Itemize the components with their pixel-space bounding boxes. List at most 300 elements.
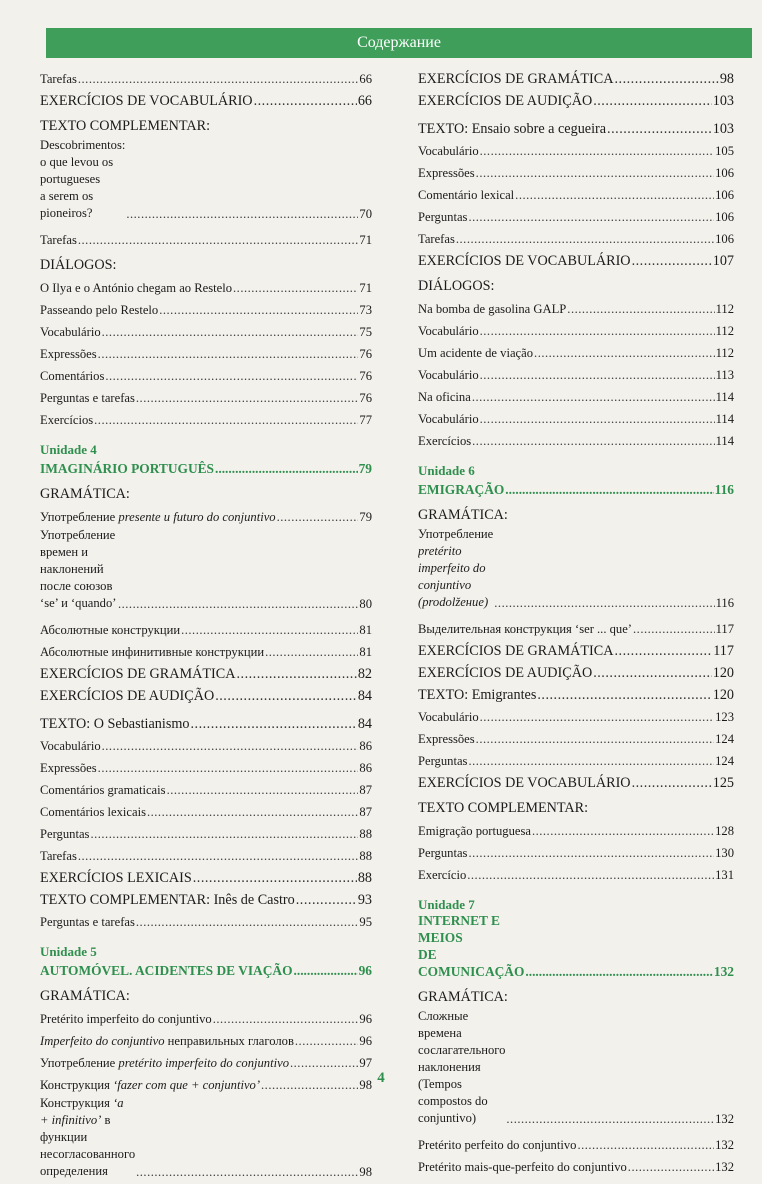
entry-page: 116	[715, 596, 734, 610]
entry-label: Perguntas	[418, 846, 468, 860]
dot-leader	[294, 962, 358, 979]
entry-page: 93	[357, 892, 372, 908]
dot-leader	[577, 1138, 714, 1153]
dot-leader	[215, 689, 357, 704]
entry-label: TEXTO: O Sebastianismo	[40, 716, 190, 732]
dot-leader	[506, 1112, 714, 1127]
entry-label: Perguntas	[418, 754, 468, 768]
entry-label: EXERCÍCIOS DE VOCABULÁRIO	[418, 775, 631, 791]
entry-page: 106	[715, 232, 734, 246]
toc-entry[interactable]	[40, 754, 372, 776]
unit-label: Unidade 5	[40, 944, 97, 959]
dot-leader	[296, 893, 357, 908]
toc-entry[interactable]	[40, 660, 372, 682]
dot-leader	[480, 412, 715, 427]
entry-page: 103	[712, 121, 734, 137]
toc-right-column	[418, 65, 734, 1175]
dot-leader	[480, 368, 715, 383]
entry-page: 87	[359, 805, 372, 819]
entry-page: 81	[359, 623, 372, 637]
toc-entry[interactable]	[418, 295, 734, 317]
dot-leader	[593, 666, 712, 681]
entry-page: 132	[715, 1112, 734, 1126]
toc-entry[interactable]	[40, 65, 372, 87]
section-heading: GRAMÁTICA:	[418, 989, 508, 1005]
entry-page: 120	[712, 687, 734, 703]
entry-label-prefix: Конструкция	[40, 1096, 114, 1110]
entry-page: 76	[359, 347, 372, 361]
unit-title	[418, 912, 524, 980]
dot-leader	[480, 324, 715, 339]
dot-leader	[236, 667, 356, 682]
entry-label: Tarefas	[40, 72, 77, 86]
toc-entry[interactable]	[40, 362, 372, 384]
dot-leader	[534, 346, 715, 361]
entry-label: TEXTO: Emigrantes	[418, 687, 537, 703]
toc-entry[interactable]	[418, 115, 734, 137]
entry-page: 88	[359, 827, 372, 841]
entry-label: Vocabulário	[418, 710, 479, 724]
dot-leader	[632, 776, 712, 791]
toc-entry[interactable]	[418, 339, 734, 361]
toc-entry[interactable]	[418, 769, 734, 791]
entry-page: 123	[715, 710, 734, 724]
entry-page: 128	[715, 824, 734, 838]
toc-entry[interactable]	[418, 181, 734, 203]
entry-page: 98	[359, 1078, 372, 1092]
entry-page: 79	[359, 510, 372, 524]
entry-label-line	[40, 1095, 135, 1146]
toc-entry[interactable]	[40, 820, 372, 842]
entry-label-prefix: Употребление	[40, 510, 119, 524]
entry-label-line: Descobrimentos: o que levou os portugueses	[40, 138, 126, 186]
dot-leader	[147, 805, 358, 820]
toc-entry[interactable]	[40, 340, 372, 362]
entry-page: 96	[358, 963, 372, 978]
toc-entry[interactable]	[40, 798, 372, 820]
toc-entry[interactable]	[40, 710, 372, 732]
entry-page: 70	[359, 207, 372, 221]
entry-label-line: Сложные времена сослагательного	[418, 1009, 506, 1057]
entry-label: Passeando pelo Restelo	[40, 303, 159, 317]
contents-title: Содержание	[357, 34, 441, 51]
dot-leader	[94, 413, 358, 428]
entry-label: Expressões	[418, 732, 475, 746]
toc-entry[interactable]	[40, 776, 372, 798]
entry-page: 124	[715, 732, 734, 746]
entry-label: Vocabulário	[40, 325, 101, 339]
entry-label: EXERCÍCIOS DE AUDIÇÃO	[418, 93, 593, 109]
toc-entry[interactable]	[418, 317, 734, 339]
toc-entry[interactable]	[418, 1006, 734, 1131]
dot-leader	[567, 302, 714, 317]
page-number: 4	[377, 1070, 385, 1086]
toc-entry[interactable]	[40, 682, 372, 704]
toc-entry[interactable]	[40, 1093, 372, 1184]
entry-label: TEXTO COMPLEMENTAR: Inês de Castro	[40, 892, 295, 908]
dot-leader	[118, 597, 358, 612]
dot-leader	[468, 846, 714, 861]
entry-label-italic: ‘a + infinitivo’	[40, 1096, 124, 1127]
toc-entry[interactable]	[418, 87, 734, 109]
unit-label: Unidade 7	[418, 897, 475, 912]
toc-entry[interactable]	[40, 908, 372, 930]
entry-page: 86	[359, 761, 372, 775]
toc-entry[interactable]	[40, 638, 372, 660]
dot-leader	[476, 166, 714, 181]
entry-label: EXERCÍCIOS DE GRAMÁTICA	[40, 666, 236, 682]
toc-entry[interactable]	[40, 842, 372, 864]
unit-title-entry[interactable]	[40, 959, 372, 979]
entry-page: 132	[715, 1160, 734, 1174]
entry-label: Expressões	[40, 347, 97, 361]
toc-entry[interactable]	[418, 659, 734, 681]
dot-leader	[614, 644, 712, 659]
toc-entry[interactable]	[418, 383, 734, 405]
section-heading: GRAMÁTICA:	[40, 988, 130, 1004]
dot-leader	[78, 849, 359, 864]
entry-page: 107	[712, 253, 734, 269]
toc-entry[interactable]	[418, 839, 734, 861]
entry-label-line: наклонения (Tempos compostos do conjuntivo)	[418, 1060, 488, 1125]
entry-page: 106	[715, 210, 734, 224]
dot-leader	[265, 645, 358, 660]
dot-leader	[525, 963, 713, 980]
toc-entry[interactable]	[40, 864, 372, 886]
entry-page: 106	[715, 166, 734, 180]
entry-label: Comentário lexical	[418, 188, 515, 202]
entry-label: Pretérito mais-que-perfeito do conjuntivo	[418, 1160, 627, 1174]
entry-label: TEXTO: Ensaio sobre a cegueira	[418, 121, 607, 137]
entry-label: Exercícios	[418, 434, 472, 448]
toc-entry[interactable]	[40, 318, 372, 340]
entry-page: 87	[359, 783, 372, 797]
dot-leader	[233, 281, 358, 296]
entry-label: Абсолютные конструкции	[40, 623, 181, 637]
entry-page: 71	[359, 233, 372, 247]
toc-entry[interactable]	[418, 524, 734, 615]
dot-leader	[102, 739, 359, 754]
entry-page: 84	[357, 716, 372, 732]
dot-leader	[480, 144, 714, 159]
entry-label-line: a serem os pioneiros?	[40, 189, 94, 220]
dot-leader	[98, 761, 359, 776]
toc-entry[interactable]	[418, 637, 734, 659]
toc-entry[interactable]	[418, 159, 734, 181]
toc-entry[interactable]	[418, 137, 734, 159]
dot-leader	[126, 207, 358, 222]
entry-label: Выделительная конструкция ‘ser ... que’	[418, 622, 633, 636]
toc-entry[interactable]	[418, 225, 734, 247]
entry-page: 82	[357, 666, 372, 682]
entry-label: Na bomba de gasolina GALP	[418, 302, 567, 316]
entry-page: 114	[715, 434, 734, 448]
toc-entry[interactable]	[418, 615, 734, 637]
entry-page: 117	[713, 643, 734, 659]
toc-entry[interactable]	[418, 747, 734, 769]
entry-label: Perguntas	[418, 210, 468, 224]
entry-label: Expressões	[418, 166, 475, 180]
entry-label: Vocabulário	[418, 144, 479, 158]
entry-page: 71	[359, 281, 372, 295]
toc-entry[interactable]	[40, 274, 372, 296]
dot-leader	[476, 732, 714, 747]
dot-leader	[136, 391, 359, 406]
entry-label: Na oficina	[418, 390, 471, 404]
section-heading: DIÁLOGOS:	[418, 278, 495, 294]
toc-entry[interactable]	[418, 361, 734, 383]
entry-page: 116	[714, 482, 734, 497]
entry-page: 81	[359, 645, 372, 659]
toc-entry[interactable]	[40, 87, 372, 109]
entry-label: Pretérito perfeito do conjuntivo	[418, 1138, 577, 1152]
entry-page: 113	[715, 368, 734, 382]
dot-leader	[632, 254, 712, 269]
entry-page: 112	[715, 346, 734, 360]
entry-page: 105	[715, 144, 734, 158]
dot-leader	[90, 827, 358, 842]
entry-label-suffix: в функции	[40, 1113, 111, 1144]
unit-title-line: DE COMUNICAÇÃO	[418, 947, 525, 979]
toc-entry[interactable]	[40, 525, 372, 616]
dot-leader	[167, 783, 359, 798]
entry-label: EXERCÍCIOS DE AUDIÇÃO	[40, 688, 215, 704]
dot-leader	[456, 232, 714, 247]
entry-page: 84	[357, 688, 372, 704]
entry-label: Tarefas	[418, 232, 455, 246]
entry-label-suffix: неправильных глаголов	[164, 1034, 294, 1048]
dot-leader	[515, 188, 714, 203]
entry-page: 98	[359, 1165, 372, 1179]
entry-label: Tarefas	[40, 233, 77, 247]
toc-entry[interactable]	[40, 616, 372, 638]
entry-label: Vocabulário	[418, 368, 479, 382]
entry-label-italic: ‘fazer com que + conjuntivo’	[113, 1078, 261, 1092]
dot-leader	[290, 1056, 358, 1071]
dot-leader	[102, 325, 359, 340]
dot-leader	[532, 824, 714, 839]
entry-page: 124	[715, 754, 734, 768]
dot-leader	[98, 347, 359, 362]
entry-page: 75	[359, 325, 372, 339]
dot-leader	[633, 622, 715, 637]
entry-page: 79	[358, 461, 372, 476]
entry-label: Perguntas	[40, 827, 90, 841]
dot-leader	[105, 369, 358, 384]
entry-label	[40, 137, 125, 222]
entry-label	[418, 526, 493, 611]
toc-entry[interactable]	[418, 1131, 734, 1153]
entry-page: 117	[715, 622, 734, 636]
dot-leader	[213, 1012, 359, 1027]
dot-leader	[136, 1165, 358, 1180]
dot-leader	[468, 210, 714, 225]
entry-page: 77	[359, 413, 372, 427]
entry-page: 66	[359, 72, 372, 86]
dot-leader	[254, 94, 357, 109]
entry-page: 97	[359, 1056, 372, 1070]
entry-page: 103	[712, 93, 734, 109]
entry-page: 114	[715, 412, 734, 426]
entry-label	[40, 1056, 289, 1071]
dot-leader	[190, 717, 356, 732]
toc-entry[interactable]	[40, 384, 372, 406]
dot-leader	[78, 233, 359, 248]
dot-leader	[537, 688, 711, 703]
entry-label: Comentários gramaticais	[40, 783, 166, 797]
entry-label: EXERCÍCIOS DE VOCABULÁRIO	[418, 253, 631, 269]
entry-label-line: ‘se’ и ‘quando’	[40, 596, 117, 610]
dot-leader	[467, 868, 714, 883]
entry-label: Pretérito imperfeito do conjuntivo	[40, 1012, 212, 1026]
toc-entry[interactable]	[418, 817, 734, 839]
entry-label: Comentários lexicais	[40, 805, 146, 819]
dot-leader	[628, 1160, 714, 1175]
entry-page: 95	[359, 915, 372, 929]
entry-label: Vocabulário	[418, 324, 479, 338]
entry-page: 106	[715, 188, 734, 202]
entry-label	[418, 1008, 505, 1127]
entry-page: 86	[359, 739, 372, 753]
dot-leader	[181, 623, 358, 638]
dot-leader	[159, 303, 358, 318]
toc-entry[interactable]	[418, 427, 734, 449]
toc-entry[interactable]	[418, 203, 734, 225]
entry-label-italic: Imperfeito do conjuntivo	[40, 1034, 165, 1048]
entry-page: 66	[357, 93, 372, 109]
dot-leader	[78, 72, 359, 87]
entry-label: Emigração portuguesa	[418, 824, 531, 838]
entry-label-italic: pretérito imperfeito do conjuntivo	[118, 1056, 289, 1070]
dot-leader	[468, 754, 714, 769]
entry-label-line: несогласованного определения	[40, 1147, 136, 1178]
unit-label: Unidade 4	[40, 442, 97, 457]
entry-page: 125	[712, 775, 734, 791]
entry-page: 80	[359, 597, 372, 611]
dot-leader	[505, 481, 713, 498]
dot-leader	[593, 94, 712, 109]
dot-leader	[136, 915, 359, 930]
entry-label: EXERCÍCIOS DE GRAMÁTICA	[418, 643, 614, 659]
entry-page: 76	[359, 391, 372, 405]
unit-label: Unidade 6	[418, 463, 475, 478]
entry-label: EXERCÍCIOS DE GRAMÁTICA	[418, 71, 614, 87]
toc-entry[interactable]	[40, 503, 372, 525]
entry-label: Perguntas e tarefas	[40, 915, 135, 929]
toc-entry[interactable]	[418, 65, 734, 87]
entry-page: 76	[359, 369, 372, 383]
section-heading: TEXTO COMPLEMENTAR:	[418, 800, 589, 816]
entry-label	[40, 527, 117, 612]
entry-page: 132	[715, 1138, 734, 1152]
dot-leader	[480, 710, 714, 725]
entry-label	[40, 510, 276, 525]
toc-entry[interactable]	[40, 226, 372, 248]
entry-label-line: pretérito imperfeito do conjuntivo	[418, 544, 486, 592]
entry-label: Exercícios	[40, 413, 94, 427]
toc-entry[interactable]	[40, 135, 372, 226]
toc-entry[interactable]	[418, 861, 734, 883]
entry-label: O Ilya e o António chegam ao Restelo	[40, 281, 233, 295]
entry-page: 131	[715, 868, 734, 882]
entry-label: Vocabulário	[40, 739, 101, 753]
dot-leader	[215, 460, 358, 477]
entry-label: Exercício	[418, 868, 467, 882]
dot-leader	[472, 434, 714, 449]
toc-entry[interactable]	[418, 703, 734, 725]
toc-entry[interactable]	[40, 296, 372, 318]
unit-title-entry[interactable]	[40, 457, 372, 477]
entry-page: 112	[715, 302, 734, 316]
entry-label-line: Употребление	[418, 527, 494, 541]
unit-title-line: INTERNET E MEIOS	[418, 913, 500, 945]
entry-page: 130	[715, 846, 734, 860]
entry-label: Абсолютные инфинитивные конструкции	[40, 645, 265, 659]
toc-entry[interactable]	[418, 247, 734, 269]
entry-page: 112	[715, 324, 734, 338]
unit-title: AUTOMÓVEL. ACIDENTES DE VIAÇÃO	[40, 963, 293, 978]
toc-entry[interactable]	[40, 732, 372, 754]
entry-page: 88	[359, 849, 372, 863]
entry-label-line: Употребление времен и наклонений после союзов	[40, 528, 116, 593]
toc-entry[interactable]	[418, 725, 734, 747]
section-heading: TEXTO COMPLEMENTAR:	[40, 118, 211, 134]
toc-entry[interactable]	[40, 1005, 372, 1027]
dot-leader	[614, 72, 718, 87]
toc-entry[interactable]	[40, 406, 372, 428]
dot-leader	[472, 390, 715, 405]
unit-title-entry[interactable]	[418, 478, 734, 498]
contents-header	[46, 28, 752, 58]
entry-label-line: (prodolžение)	[418, 595, 489, 609]
entry-page: 120	[712, 665, 734, 681]
dot-leader	[193, 871, 357, 886]
entry-label-italic: presente и futuro do conjuntivo	[118, 510, 276, 524]
entry-label-prefix: Употребление	[40, 1056, 119, 1070]
entry-page: 73	[359, 303, 372, 317]
toc-entry[interactable]	[40, 1049, 372, 1071]
entry-label: Perguntas e tarefas	[40, 391, 135, 405]
entry-page: 98	[719, 71, 734, 87]
dot-leader	[277, 510, 359, 525]
toc-entry[interactable]	[418, 405, 734, 427]
entry-label	[40, 1095, 135, 1180]
unit-title: IMAGINÁRIO PORTUGUÊS	[40, 461, 214, 476]
toc-entry[interactable]	[40, 1027, 372, 1049]
entry-label-prefix: Конструкция	[40, 1078, 114, 1092]
entry-label: EXERCÍCIOS DE VOCABULÁRIO	[40, 93, 253, 109]
entry-label: Comentários	[40, 369, 105, 383]
unit-title: EMIGRAÇÃO	[418, 482, 505, 497]
toc-entry[interactable]	[418, 681, 734, 703]
toc-entry[interactable]	[40, 886, 372, 908]
entry-label: Um acidente de viação	[418, 346, 534, 360]
toc-left-column	[40, 65, 372, 1184]
entry-label: Vocabulário	[418, 412, 479, 426]
entry-label: EXERCÍCIOS LEXICAIS	[40, 870, 192, 886]
entry-label: Tarefas	[40, 849, 77, 863]
section-heading: DIÁLOGOS:	[40, 257, 117, 273]
entry-label: EXERCÍCIOS DE AUDIÇÃO	[418, 665, 593, 681]
toc-entry[interactable]	[418, 1153, 734, 1175]
entry-page: 132	[713, 964, 734, 979]
entry-page: 114	[715, 390, 734, 404]
entry-page: 96	[359, 1034, 372, 1048]
entry-page: 96	[359, 1012, 372, 1026]
section-heading: GRAMÁTICA:	[418, 507, 508, 523]
dot-leader	[494, 596, 714, 611]
unit-title-entry[interactable]	[418, 912, 734, 980]
